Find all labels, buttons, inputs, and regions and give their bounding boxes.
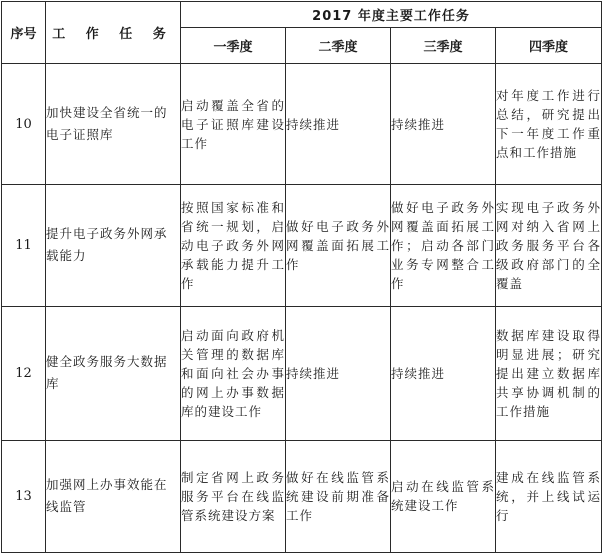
header-q3: 三季度 xyxy=(391,28,496,64)
row-number: 11 xyxy=(2,185,46,306)
table-row xyxy=(2,64,602,185)
q4-cell: 数据库建设取得明显进展；研究提出建立数据库共享协调机制的工作措施 xyxy=(496,306,602,440)
q1-cell: 按照国家标准和省统一规划，启动电子政务外网承载能力提升工作 xyxy=(181,185,286,306)
table-row xyxy=(2,306,602,440)
q3-cell: 启动在线监管系统建设工作 xyxy=(391,440,496,552)
header-q2: 二季度 xyxy=(286,28,391,64)
table-row xyxy=(2,185,602,306)
row-number: 13 xyxy=(2,440,46,552)
header-q1: 一季度 xyxy=(181,28,286,64)
header-q4: 四季度 xyxy=(496,28,602,64)
q4-cell: 建成在线监管系统，并上线试运行 xyxy=(496,440,602,552)
header-seq: 序号 xyxy=(2,2,46,64)
q2-cell: 做好在线监管系统建设前期准备工作 xyxy=(286,440,391,552)
row-number: 10 xyxy=(2,64,46,185)
q4-cell: 对年度工作进行总结，研究提出下一年度工作重点和工作措施 xyxy=(496,64,602,185)
q3-cell: 持续推进 xyxy=(391,64,496,185)
q1-cell: 制定省网上政务服务平台在线监管系统建设方案 xyxy=(181,440,286,552)
header-task: 工 作 任 务 xyxy=(46,2,181,64)
q1-cell: 启动覆盖全省的电子证照库建设工作 xyxy=(181,64,286,185)
q2-cell: 持续推进 xyxy=(286,306,391,440)
q3-cell: 持续推进 xyxy=(391,306,496,440)
task-name: 加强网上办事效能在线监管 xyxy=(46,440,181,552)
table-row xyxy=(2,440,602,552)
row-number: 12 xyxy=(2,306,46,440)
q3-cell: 做好电子政务外网覆盖面拓展工作；启动各部门业务专网整合工作 xyxy=(391,185,496,306)
task-name: 提升电子政务外网承载能力 xyxy=(46,185,181,306)
task-name: 健全政务服务大数据库 xyxy=(46,306,181,440)
q2-cell: 做好电子政务外网覆盖面拓展工作 xyxy=(286,185,391,306)
q4-cell: 实现电子政务外网对纳入省网上政务服务平台各级政府部门的全覆盖 xyxy=(496,185,602,306)
q2-cell: 持续推进 xyxy=(286,64,391,185)
work-plan-table xyxy=(1,1,602,553)
header-year-title: 2017 年度主要工作任务 xyxy=(181,2,602,28)
task-name: 加快建设全省统一的电子证照库 xyxy=(46,64,181,185)
q1-cell: 启动面向政府机关管理的数据库和面向社会办事的网上办事数据库的建设工作 xyxy=(181,306,286,440)
